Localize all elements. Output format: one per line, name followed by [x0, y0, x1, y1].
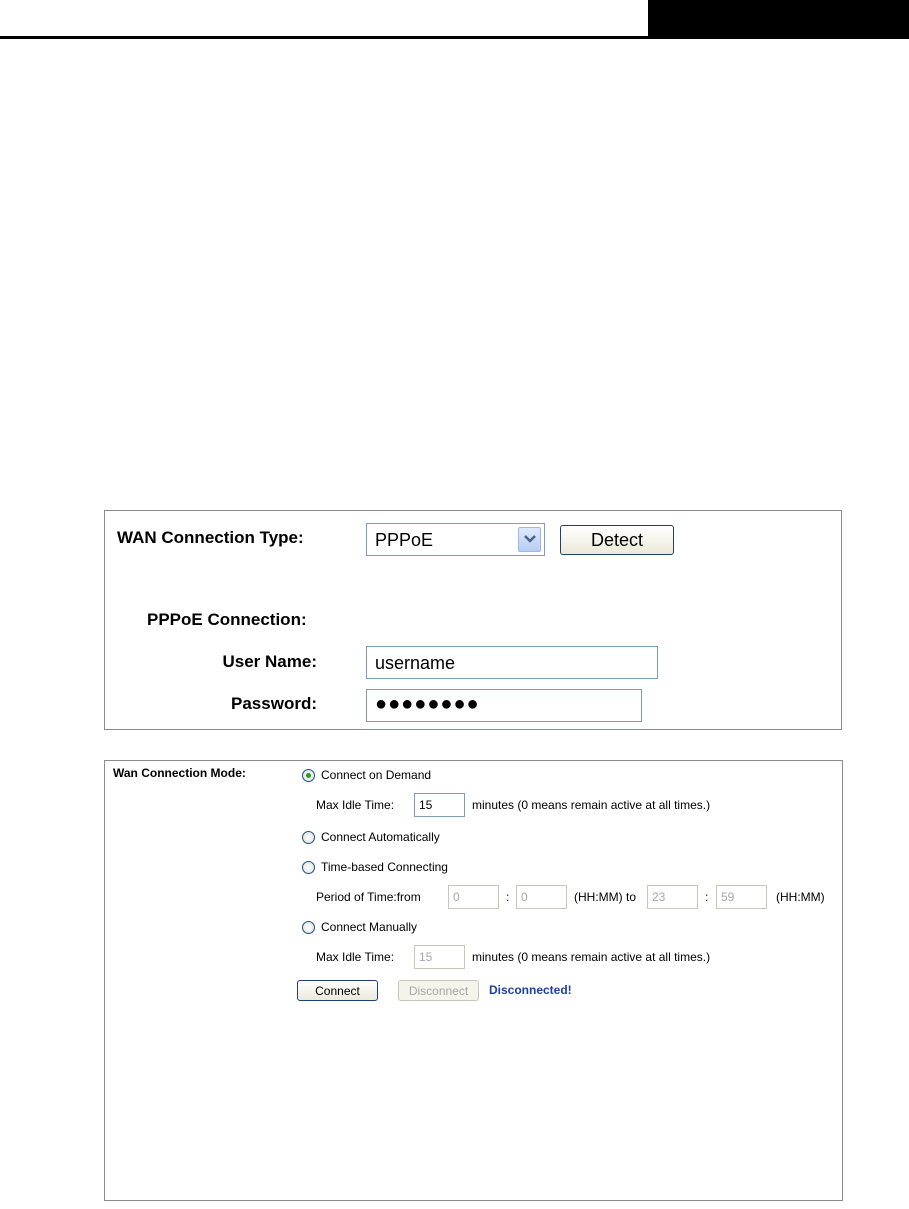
max-idle-label: Max Idle Time: — [316, 798, 395, 812]
radio-auto[interactable] — [302, 831, 315, 844]
password-field[interactable]: ●●●●●●●● — [366, 689, 642, 722]
username-field[interactable]: username — [366, 646, 658, 679]
period-label: Period of Time:from — [316, 890, 421, 904]
connection-status: Disconnected! — [489, 983, 572, 997]
radio-manual[interactable] — [302, 921, 315, 934]
manual-idle-input[interactable]: 15 — [414, 945, 465, 969]
header-block — [648, 0, 909, 38]
from-mm-input[interactable]: 0 — [516, 885, 567, 909]
wan-type-select[interactable] — [366, 523, 545, 556]
pppoe-connection-label: PPPoE Connection: — [147, 610, 307, 629]
max-idle-suffix: minutes (0 means remain active at all times.) — [472, 798, 711, 812]
hhmm-label: (HH:MM) — [776, 890, 825, 904]
wan-mode-title: Wan Connection Mode: — [113, 766, 246, 780]
wan-type-value: PPPoE — [375, 530, 434, 550]
hhmm-to-label: (HH:MM) to — [574, 890, 636, 904]
username-label: User Name: — [222, 652, 317, 671]
wan-mode-panel — [104, 760, 843, 1201]
manual-label: Connect Manually — [321, 920, 418, 934]
max-idle-input[interactable]: 15 — [414, 793, 465, 817]
radio-time-based[interactable] — [302, 861, 315, 874]
to-colon: : — [705, 890, 709, 904]
from-colon: : — [506, 890, 510, 904]
wan-type-label: WAN Connection Type: — [117, 528, 304, 547]
time-based-label: Time-based Connecting — [321, 860, 448, 874]
connect-button[interactable]: Connect — [297, 980, 378, 1001]
password-label: Password: — [231, 694, 317, 713]
detect-button[interactable]: Detect — [560, 525, 674, 555]
on-demand-label: Connect on Demand — [321, 768, 432, 782]
from-hh-input[interactable]: 0 — [448, 885, 499, 909]
to-mm-input[interactable]: 59 — [716, 885, 767, 909]
chevron-down-icon[interactable] — [518, 527, 541, 552]
auto-label: Connect Automatically — [321, 830, 440, 844]
manual-idle-label: Max Idle Time: — [316, 950, 395, 964]
manual-idle-suffix: minutes (0 means remain active at all times.) — [472, 950, 711, 964]
disconnect-button[interactable]: Disconnect — [398, 980, 479, 1001]
to-hh-input[interactable]: 23 — [647, 885, 698, 909]
wan-type-panel — [104, 510, 842, 730]
radio-on-demand[interactable] — [302, 769, 315, 782]
